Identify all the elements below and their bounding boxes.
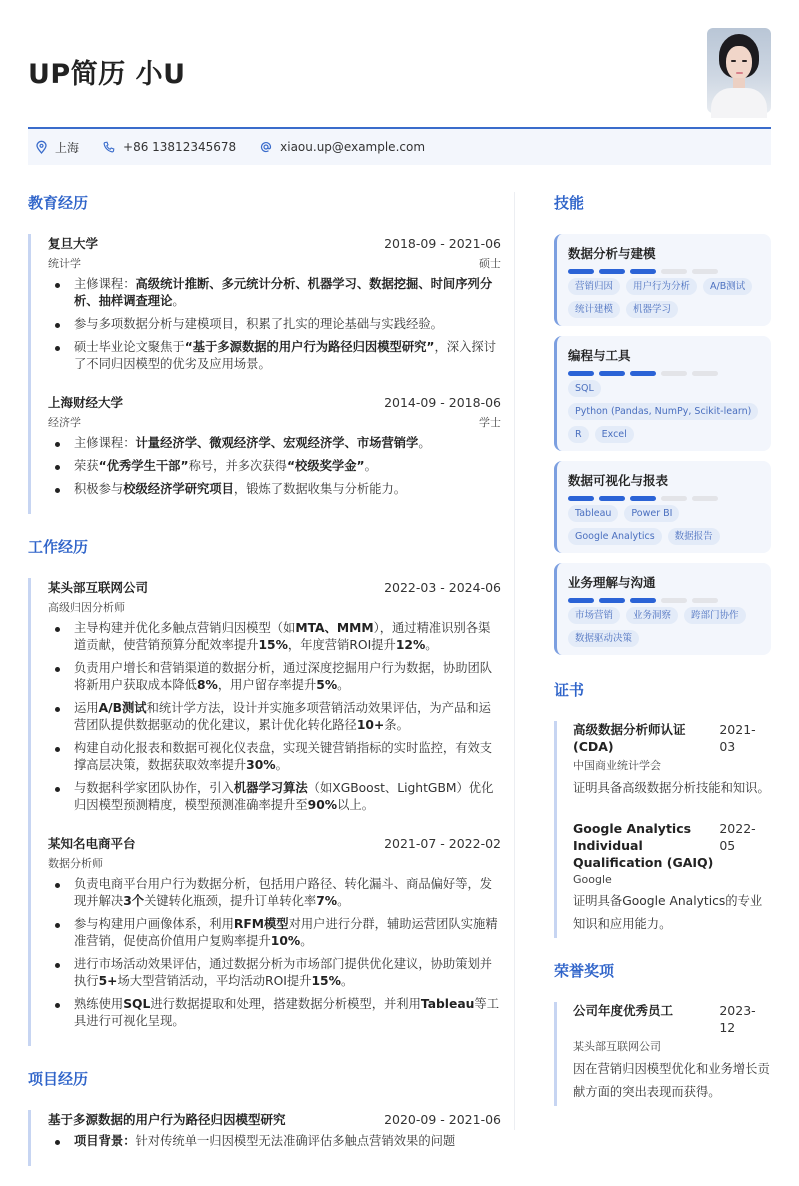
email-text: xiaou.up@example.com: [280, 140, 426, 154]
skill-name: 数据分析与建模: [568, 246, 656, 261]
bullet: 熟练使用SQL进行数据提取和处理，搭建数据分析模型，并利用Tableau等工具进行可视化呈现。: [48, 996, 501, 1030]
work-date: 2022-03 - 2024-06: [384, 580, 501, 595]
section-title-certificates: 证书: [554, 681, 585, 699]
bullet: 荣获“优秀学生干部”称号，并多次获得“校级奖学金”。: [48, 458, 501, 475]
email-at-icon: [260, 141, 272, 153]
section-title-skills: 技能: [554, 194, 585, 212]
job-role: 高级归因分析师: [48, 601, 125, 614]
location-text: 上海: [55, 140, 80, 155]
certificate-entry: [573, 721, 771, 820]
skill-tag: 市场营销: [568, 607, 620, 624]
skill-card: [554, 336, 771, 451]
award-date: 2023-12: [719, 1003, 756, 1035]
skill-card: [554, 234, 771, 326]
award-entry: [573, 1002, 771, 1106]
skill-name: 业务理解与沟通: [568, 575, 656, 590]
bullet: 主修课程：计量经济学、微观经济学、宏观经济学、市场营销学。: [48, 435, 501, 452]
company-name: 某知名电商平台: [48, 836, 136, 851]
phone-text: +86 13812345678: [123, 140, 237, 154]
bullet: 主修课程：高级统计推断、多元统计分析、机器学习、数据挖掘、时间序列分析、抽样调查理论。: [48, 276, 501, 310]
skill-tag: Power BI: [624, 505, 679, 522]
certificate-date: 2021-03: [719, 722, 756, 754]
degree: 学士: [479, 416, 501, 429]
skill-tag: Python (Pandas, NumPy, Scikit-learn): [568, 403, 758, 420]
certificate-description: 证明具备Google Analytics的专业知识和应用能力。: [573, 894, 763, 931]
skill-level-bars: [568, 269, 761, 274]
skill-level-bars: [568, 371, 761, 376]
certificate-issuer: Google: [573, 873, 612, 886]
bullet: 构建自动化报表和数据可视化仪表盘，实现关键营销指标的实时监控，有效支撑高层决策，数据获取效率提升30%。: [48, 740, 501, 774]
skill-tag: 用户行为分析: [626, 278, 697, 295]
bullet: 运用A/B测试和统计学方法，设计并实施多项营销活动效果评估，为产品和运营团队提供数据驱动的优化建议，累计优化转化路径10+条。: [48, 700, 501, 734]
bullet: 项目背景：针对传统单一归因模型无法准确评估多触点营销效果的问题: [48, 1133, 501, 1150]
bullet: 进行市场活动效果评估，通过数据分析为市场部门提供优化建议，协助策划并执行5+场大型营销活动，平均活动ROI提升15%。: [48, 956, 501, 990]
right-column: [554, 190, 771, 1126]
skill-tag: 跨部门协作: [684, 607, 746, 624]
left-column: [28, 190, 501, 1186]
award-issuer: 某头部互联网公司: [573, 1040, 661, 1053]
certificate-entry: [573, 820, 771, 938]
project-name: 基于多源数据的用户行为路径归因模型研究: [48, 1112, 286, 1127]
education-date: 2018-09 - 2021-06: [384, 236, 501, 251]
certificate-description: 证明具备高级数据分析技能和知识。: [573, 781, 770, 795]
education-entry: [48, 389, 501, 514]
work-list: [28, 578, 501, 1046]
bullet: 积极参与校级经济学研究项目，锻炼了数据收集与分析能力。: [48, 481, 501, 498]
skill-tag: 数据驱动决策: [568, 630, 639, 647]
skill-tag: A/B测试: [703, 278, 752, 295]
skill-tag: 数据报告: [668, 528, 720, 545]
major: 经济学: [48, 416, 81, 429]
education-date: 2014-09 - 2018-06: [384, 395, 501, 410]
project-date: 2020-09 - 2021-06: [384, 1112, 501, 1127]
section-title-awards: 荣誉奖项: [554, 962, 615, 980]
award-description: 因在营销归因模型优化和业务增长贡献方面的突出表现而获得。: [573, 1062, 770, 1099]
skill-level-bars: [568, 598, 761, 603]
award-name: 公司年度优秀员工: [573, 1003, 674, 1018]
skill-tag: SQL: [568, 380, 601, 397]
candidate-name: UP简历 小U: [28, 59, 186, 90]
certificate-name: Google Analytics Individual Qualification (GAIQ): [573, 821, 714, 870]
work-entry: [48, 830, 501, 1046]
skill-tag: Tableau: [568, 505, 618, 522]
education-list: [28, 234, 501, 514]
section-title-projects: 项目经历: [28, 1070, 89, 1088]
resume-header: [28, 0, 771, 128]
certificate-name: 高级数据分析师认证 (CDA): [573, 722, 686, 754]
skill-tag: 统计建模: [568, 301, 620, 318]
skill-name: 数据可视化与报表: [568, 473, 669, 488]
degree: 硕士: [479, 257, 501, 270]
skill-tag: Excel: [595, 426, 634, 443]
school-name: 复旦大学: [48, 236, 99, 251]
skill-tag: R: [568, 426, 589, 443]
section-title-work: 工作经历: [28, 538, 89, 556]
company-name: 某头部互联网公司: [48, 580, 149, 595]
certificate-list: [554, 721, 771, 938]
award-list: [554, 1002, 771, 1106]
bullet: 硕士毕业论文聚焦于“基于多源数据的用户行为路径归因模型研究”，深入探讨了不同归因模型的优劣及应用场景。: [48, 339, 501, 373]
section-title-education: 教育经历: [28, 194, 89, 212]
bullet: 负责电商平台用户行为数据分析，包括用户路径、转化漏斗、商品偏好等，发现并解决3个关键转化瓶颈，提升订单转化率7%。: [48, 876, 501, 910]
contact-bar: [28, 127, 771, 165]
project-list: [28, 1110, 501, 1166]
contact-phone[interactable]: [103, 140, 236, 154]
contact-email[interactable]: [260, 140, 425, 154]
bullet: 参与构建用户画像体系，利用RFM模型对用户进行分群，辅助运营团队实施精准营销，促使高价值用户复购率提升10%。: [48, 916, 501, 950]
bullet: 主导构建并优化多触点营销归因模型（如MTA、MMM），通过精准识别各渠道贡献，使营销预算分配效率提升15%，年度营销ROI提升12%。: [48, 620, 501, 654]
skill-tag: 业务洞察: [626, 607, 678, 624]
contact-location: [36, 139, 79, 156]
education-entry: [48, 234, 501, 389]
skill-level-bars: [568, 496, 761, 501]
skill-tag: 营销归因: [568, 278, 620, 295]
school-name: 上海财经大学: [48, 395, 124, 410]
project-entry: [48, 1110, 501, 1166]
work-entry: [48, 578, 501, 830]
skill-card: [554, 461, 771, 553]
bullet: 负责用户增长和营销渠道的数据分析，通过深度挖掘用户行为数据，协助团队将新用户获取成本降低8%，用户留存率提升5%。: [48, 660, 501, 694]
certificate-issuer: 中国商业统计学会: [573, 759, 661, 772]
column-divider: [514, 192, 515, 1130]
certificate-date: 2022-05: [719, 821, 756, 853]
bullet: 参与多项数据分析与建模项目，积累了扎实的理论基础与实践经验。: [48, 316, 501, 333]
skill-name: 编程与工具: [568, 348, 631, 363]
skill-card: [554, 563, 771, 655]
skill-tag: 机器学习: [626, 301, 678, 318]
profile-photo: [707, 28, 771, 113]
major: 统计学: [48, 257, 81, 270]
phone-icon: [103, 141, 115, 153]
location-pin-icon: [36, 141, 47, 154]
bullet: 与数据科学家团队协作，引入机器学习算法（如XGBoost、LightGBM）优化归因模型预测精度，模型预测准确率提升至90%以上。: [48, 780, 501, 814]
work-date: 2021-07 - 2022-02: [384, 836, 501, 851]
job-role: 数据分析师: [48, 857, 103, 870]
skill-tag: Google Analytics: [568, 528, 662, 545]
